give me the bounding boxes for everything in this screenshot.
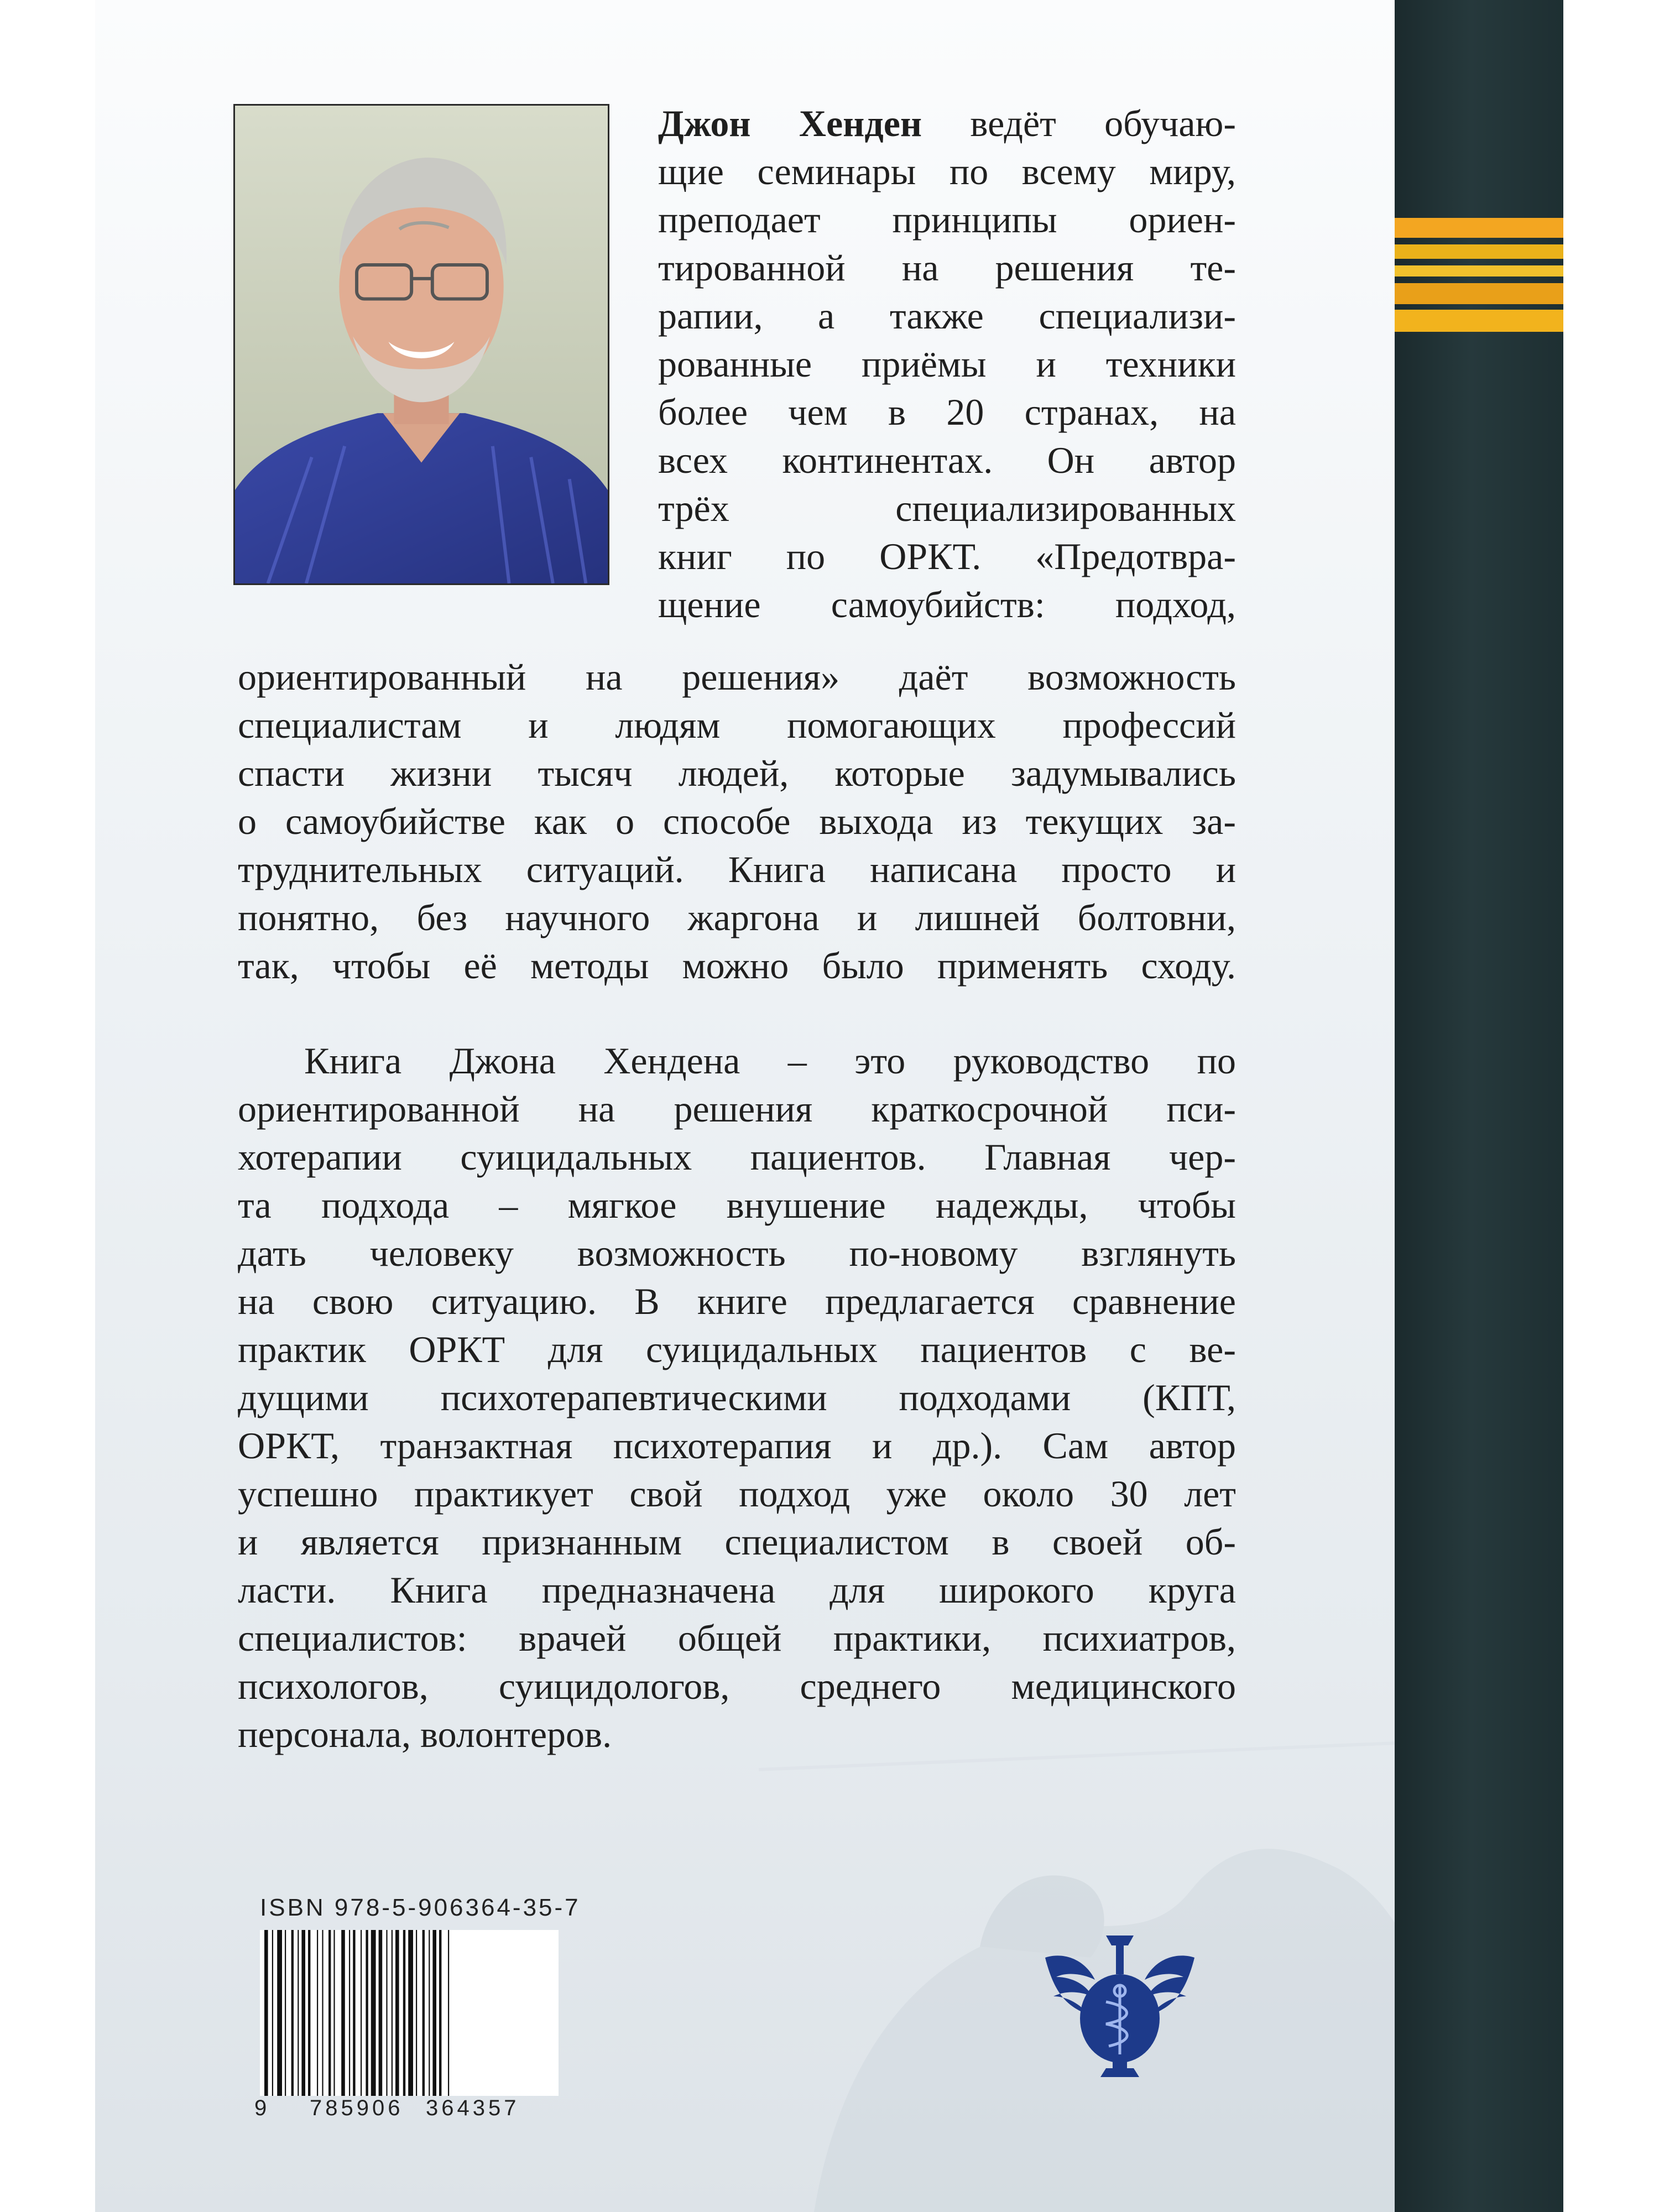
barcode-bar	[392, 1930, 393, 2096]
description-line: ориентированной на решения краткосрочной пси-	[238, 1088, 1236, 1130]
spine-stripe	[1395, 283, 1563, 304]
barcode-digit-first: 9	[254, 2096, 270, 2120]
description-line: и является признанным специалистом в своей об-	[238, 1521, 1236, 1563]
bio-first-line: Джон Хенден ведёт обучаю-	[658, 102, 1236, 144]
barcode-digits-left: 785906	[310, 2096, 404, 2120]
barcode-bar	[353, 1930, 355, 2096]
description-line: ОРКТ, транзактная психотерапия и др.). Сам автор	[238, 1425, 1236, 1467]
bio-line: щение самоубийств: подход,	[658, 583, 1236, 625]
book-description	[238, 1037, 1236, 1759]
description-line: практик ОРКТ для суицидальных пациентов с ве-	[238, 1328, 1236, 1370]
description-line: психологов, суицидологов, среднего медицинского	[238, 1665, 1236, 1707]
barcode-bar	[277, 1930, 282, 2096]
bio-line: рапии, а также специализи-	[658, 295, 1236, 337]
description-line: успешно практикует свой подход уже около 30 лет	[238, 1473, 1236, 1515]
bio-line: преподает принципы ориен-	[658, 199, 1236, 241]
description-line: на свою ситуацию. В книге предлагается сравнение	[238, 1280, 1236, 1322]
barcode-bar	[379, 1930, 383, 2096]
bio-line: книг по ОРКТ. «Предотвра-	[658, 535, 1236, 577]
spine-stripe	[1395, 265, 1563, 276]
barcode-bar	[322, 1930, 323, 2096]
barcode-bar	[361, 1930, 362, 2096]
description-line: ласти. Книга предназначена для широкого круга	[238, 1569, 1236, 1611]
barcode-bar	[264, 1930, 268, 2096]
barcode-bar	[416, 1930, 417, 2096]
barcode-bar	[371, 1930, 376, 2096]
spine-stripe	[1395, 218, 1563, 238]
bio-line: тированной на решения те-	[658, 247, 1236, 289]
spine-stripe	[1395, 244, 1563, 259]
barcode-bar	[301, 1930, 305, 2096]
barcode-bar	[349, 1930, 350, 2096]
bio-line: рованные приёмы и техники	[658, 343, 1236, 385]
bio-line: щие семинары по всему миру,	[658, 150, 1236, 192]
barcode-bar	[429, 1930, 430, 2096]
barcode-bar	[333, 1930, 335, 2096]
bio-line: труднительных ситуаций. Книга написана просто и	[238, 848, 1236, 890]
barcode-bar	[328, 1930, 331, 2096]
bio-line: специалистам и людям помогающих профессий	[238, 704, 1236, 746]
barcode-bar	[291, 1930, 294, 2096]
barcode-bar	[439, 1930, 441, 2096]
barcode-bar	[422, 1930, 425, 2096]
publisher-logo-icon	[1040, 1936, 1200, 2079]
spine-stripe	[1395, 310, 1563, 332]
bio-line: так, чтобы её методы можно было применять сходу.	[238, 945, 1236, 987]
description-line: дать человеку возможность по-новому взглянуть	[238, 1232, 1236, 1274]
description-line: хотерапии суицидальных пациентов. Главная чер-	[238, 1136, 1236, 1178]
bio-line: понятно, без научного жаргона и лишней болтовни,	[238, 896, 1236, 938]
barcode-bar	[308, 1930, 310, 2096]
author-bio-continued	[238, 653, 1236, 990]
barcode-bar	[366, 1930, 368, 2096]
bio-line: более чем в 20 странах, на	[658, 391, 1236, 433]
description-line: дущими психотерапевтическими подходами (КПТ,	[238, 1376, 1236, 1418]
barcode-bar	[317, 1930, 318, 2096]
author-name: Джон Хенден	[658, 102, 922, 144]
barcode-bar	[408, 1930, 413, 2096]
barcode-bar	[386, 1930, 387, 2096]
barcode-bar	[395, 1930, 399, 2096]
barcode-digits-right: 364357	[426, 2096, 520, 2120]
bio-line: трёх специализированных	[658, 487, 1236, 529]
description-line: специалистов: врачей общей практики, психиатров,	[238, 1617, 1236, 1659]
isbn-label: ISBN 978-5-906364-35-7	[260, 1894, 581, 1921]
description-line: Книга Джона Хендена – это руководство по	[304, 1040, 1236, 1082]
description-line: персонала, волонтеров.	[238, 1713, 612, 1755]
barcode-bar	[341, 1930, 345, 2096]
bio-line: о самоубийстве как о способе выхода из текущих за-	[238, 800, 1236, 842]
barcode-bar	[298, 1930, 299, 2096]
bio-line: ориентированный на решения» даёт возможность	[238, 656, 1236, 698]
bio-line: спасти жизни тысяч людей, которые задумывались	[238, 752, 1236, 794]
spine-edge	[1395, 0, 1563, 2212]
author-photo	[233, 104, 609, 585]
author-bio-intro	[658, 100, 1236, 629]
barcode-bar	[272, 1930, 273, 2096]
barcode-bar	[432, 1930, 436, 2096]
bio-line: всех континентах. Он автор	[658, 439, 1236, 481]
barcode	[260, 1930, 559, 2096]
barcode-bar	[448, 1930, 449, 2096]
barcode-bar	[403, 1930, 405, 2096]
barcode-bar	[285, 1930, 286, 2096]
description-line: та подхода – мягкое внушение надежды, чтобы	[238, 1184, 1236, 1226]
